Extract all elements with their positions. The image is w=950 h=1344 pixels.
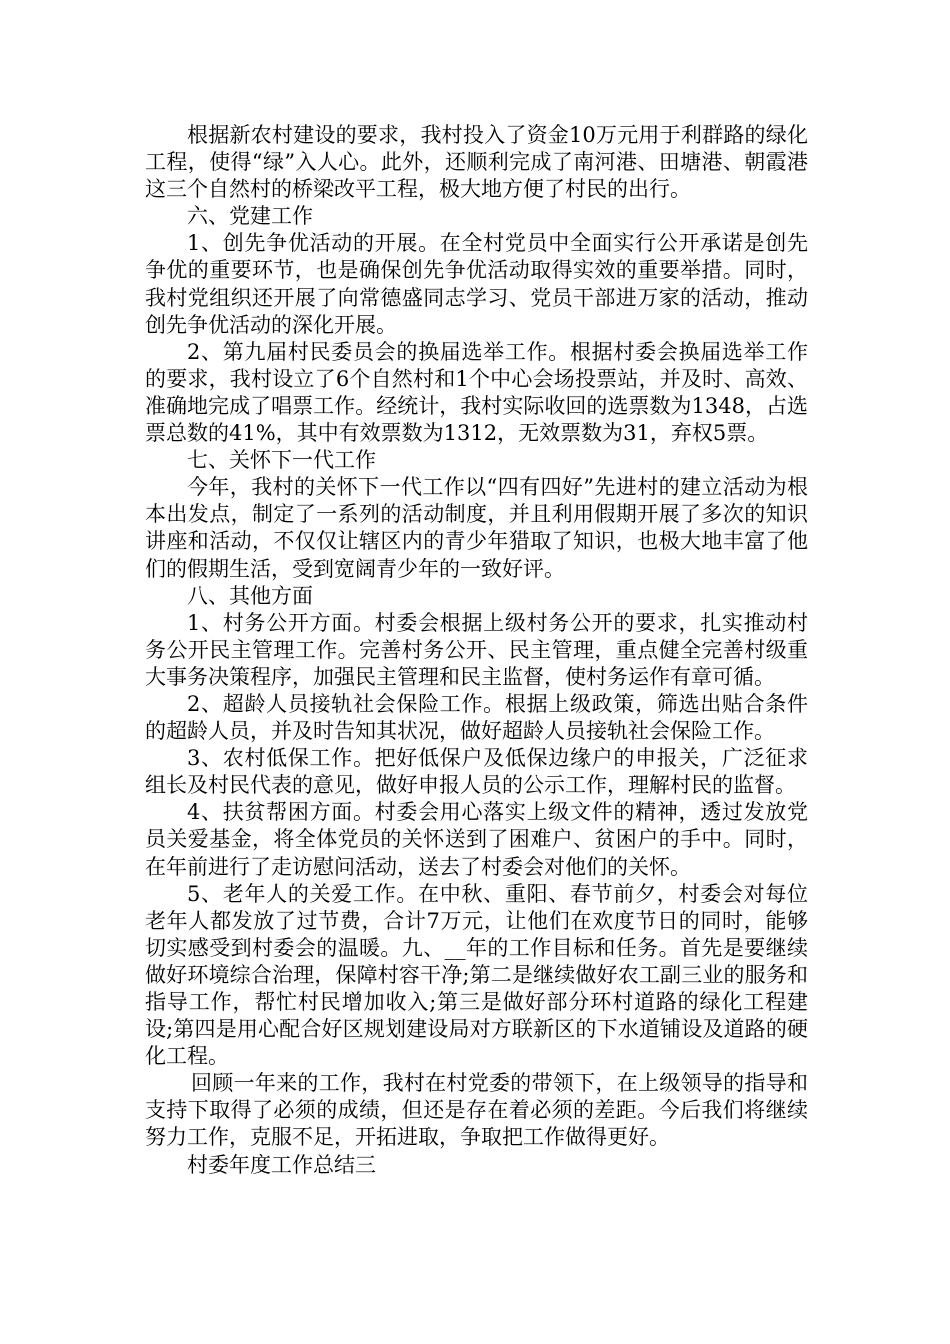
paragraph-subsistence-allowance: 3、农村低保工作。把好低保户及低保边缘户的申报关，广泛征求组长及村民代表的意见，做好申报人员的公示工作，理解村民的监督。 xyxy=(145,746,808,798)
paragraph-election: 2、第九届村民委员会的换届选举工作。根据村委会换届选举工作的要求，我村设立了6个自然村和1个中心会场投票站，并及时、高效、准确地完成了唱票工作。经统计，我村实际收回的选票数为1348，占选票总数的41%，其中有效票数为1312，无效票数为31，弃权5票。 xyxy=(145,339,808,446)
paragraph-elderly-care: 5、老年人的关爱工作。在中秋、重阳、春节前夕，村委会对每位老年人都发放了过节费，合计7万元，让他们在欢度节日的同时，能够切实感受到村委会的温暖。九、__年的工作目标和任务。首先是要继续做好环境综合治理，保障村容干净;第二是继续做好农工副三业的服务和指导工作，帮忙村民增加收入;第三是做好部分环村道路的绿化工程建设;第四是用心配合好区规划建设局对方联新区的下水道铺设及道路的硬化工程。 xyxy=(145,881,808,1069)
paragraph-village-affairs: 1、村务公开方面。村委会根据上级村务公开的要求，扎实推动村务公开民主管理工作。完善村务公开、民主管理，重点健全完善村级重大事务决策程序，加强民主管理和民主监督，使村务运作有章可循。 xyxy=(145,610,808,689)
paragraph-greening-project: 根据新农村建设的要求，我村投入了资金10万元用于利群路的绿化工程，使得“绿”入人心。此外，还顺利完成了南河港、田塘港、朝霞港这三个自然村的桥梁改平工程，极大地方便了村民的出行。 xyxy=(145,123,808,202)
paragraph-excellence-campaign: 1、创先争优活动的开展。在全村党员中全面实行公开承诺是创先争优的重要环节，也是确保创先争优活动取得实效的重要举措。同时，我村党组织还开展了向常德盛同志学习、党员干部进万家的活动，推动创先争优活动的深化开展。 xyxy=(145,231,808,337)
section-heading-other: 八、其他方面 xyxy=(187,583,313,608)
document-body xyxy=(145,122,808,1179)
paragraph-social-insurance: 2、超龄人员接轨社会保险工作。根据上级政策，筛选出贴合条件的超龄人员，并及时告知其状况，做好超龄人员接轨社会保险工作。 xyxy=(145,691,808,744)
paragraph-poverty-relief: 4、扶贫帮困方面。村委会用心落实上级文件的精神，透过发放党员关爱基金，将全体党员的关怀送到了困难户、贫困户的手中。同时，在年前进行了走访慰问活动，送去了村委会对他们的关怀。 xyxy=(145,800,808,879)
document-title-part-three: 村委年度工作总结三 xyxy=(187,1152,376,1177)
section-heading-party-building: 六、党建工作 xyxy=(187,204,313,229)
paragraph-next-generation: 今年，我村的关怀下一代工作以“四有四好”先进村的建立活动为根本出发点，制定了一系列的活动制度，并且利用假期开展了多次的知识讲座和活动，不仅仅让辖区内的青少年猎取了知识，也极大地丰富了他们的假期生活，受到宽阔青少年的一致好评。 xyxy=(145,475,808,581)
section-heading-next-generation: 七、关怀下一代工作 xyxy=(187,448,376,473)
paragraph-review: 回顾一年来的工作，我村在村党委的带领下，在上级领导的指导和支持下取得了必须的成绩，但还是存在着必须的差距。今后我们将继续努力工作，克服不足，开拓进取，争取把工作做得更好。 xyxy=(145,1071,808,1150)
